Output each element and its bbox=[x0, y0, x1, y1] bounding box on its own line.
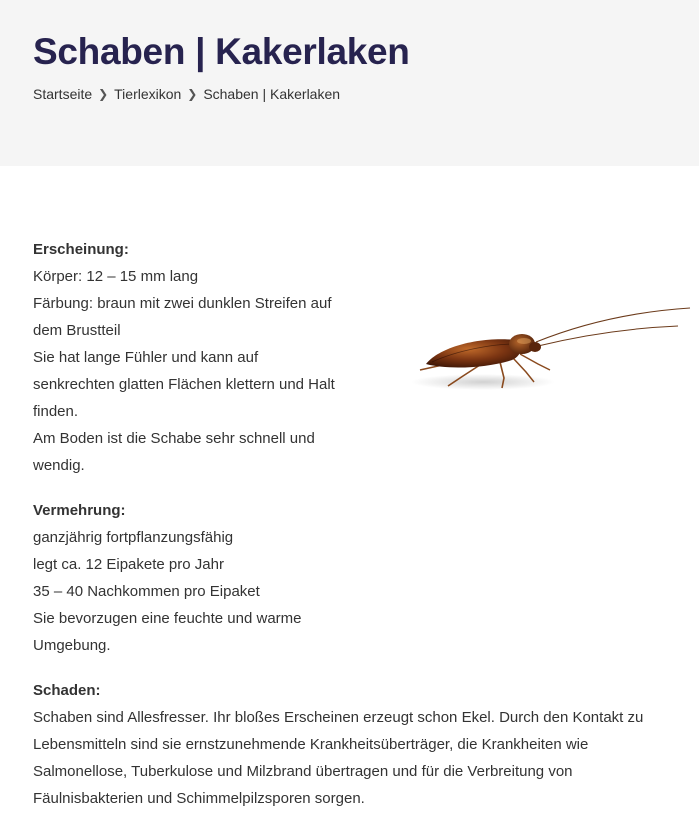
text-line: 35 – 40 Nachkommen pro Eipaket bbox=[33, 583, 260, 600]
text-line: Am Boden ist die Schabe sehr schnell und wendig. bbox=[33, 430, 315, 474]
cockroach-image bbox=[408, 300, 693, 400]
section-damage bbox=[33, 677, 673, 812]
section-title: Schaden: bbox=[33, 682, 101, 699]
text-line: Sie hat lange Fühler und kann auf senkrechten glatten Flächen klettern und Halt finden. bbox=[33, 349, 335, 420]
section-reproduction bbox=[33, 497, 343, 659]
text-line: Färbung: braun mit zwei dunklen Streifen auf dem Brustteil bbox=[33, 295, 332, 339]
section-title: Vermehrung: bbox=[33, 502, 126, 519]
section-title: Erscheinung: bbox=[33, 241, 129, 258]
chevron-right-icon: ❯ bbox=[98, 87, 109, 101]
breadcrumb-current: Schaben | Kakerlaken bbox=[203, 86, 341, 102]
section-appearance bbox=[33, 236, 343, 479]
chevron-right-icon: ❯ bbox=[187, 87, 198, 101]
breadcrumb-tierlexikon-link[interactable]: Tierlexikon bbox=[114, 86, 182, 102]
text-line: Körper: 12 – 15 mm lang bbox=[33, 268, 199, 285]
page-header bbox=[0, 0, 699, 166]
text-line: Sie bevorzugen eine feuchte und warme Umgebung. bbox=[33, 610, 302, 654]
breadcrumb bbox=[33, 86, 699, 102]
paragraph: Schaben sind Allesfresser. Ihr bloßes Erscheinen erzeugt schon Ekel. Durch den Kontakt zu Lebensmitteln sind sie ernstzunehmende Krankheitsüberträger, die Krankheiten wie Salmonellose, Tuberkulose und Milzbrand übertragen und für die Verbreitung von Fäulnisbakterien und Schimmelpilzsporen sorgen. bbox=[33, 709, 644, 807]
text-line: ganzjährig fortpflanzungsfähig bbox=[33, 529, 234, 546]
text-line: legt ca. 12 Eipakete pro Jahr bbox=[33, 556, 224, 573]
main-content bbox=[0, 166, 699, 812]
breadcrumb-home-link[interactable]: Startseite bbox=[33, 86, 93, 102]
page-title: Schaben | Kakerlaken bbox=[33, 31, 410, 72]
